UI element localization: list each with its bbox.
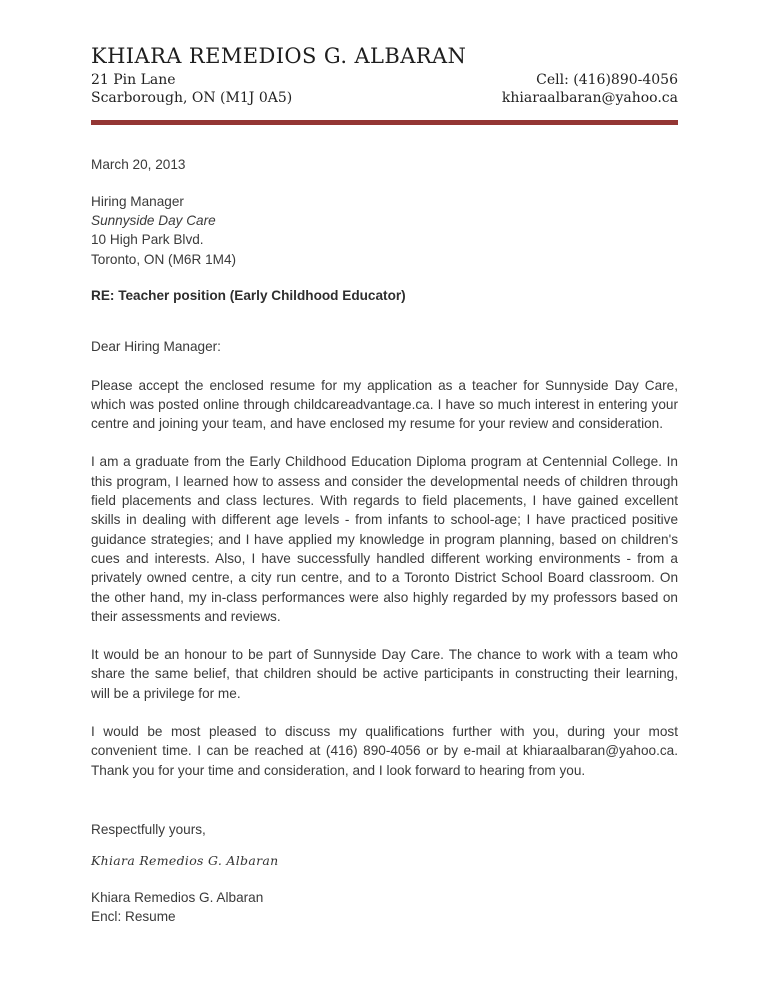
letterhead-name: KHIARA REMEDIOS G. ALBARAN	[91, 44, 467, 68]
contact-address	[91, 71, 292, 107]
recipient-city: Toronto, ON (M6R 1M4)	[91, 251, 237, 267]
contact-phone-email	[502, 71, 678, 107]
address-line-2: Scarborough, ON (M1J 0A5)	[91, 90, 293, 107]
paragraph-4: I would be most pleased to discuss my qualifications further with you, during your most convenient time. I can be reached at (416) 890-4056 or by e-mail at khiaraalbaran@yahoo.ca. Thank you for your time and consideration, and I look forward to hearing from you.	[91, 724, 678, 778]
recipient-street: 10 High Park Blvd.	[91, 232, 204, 248]
paragraph-2: I am a graduate from the Early Childhood Education Diploma program at Centennial College. In this program, I learned how to assess and consider the developmental needs of children through field placements and class lectures. With regards to field placements, I have gained excellent skills in dealing with different age levels - from infants to school-age; I have practiced positive guidance strategies; and I have applied my knowledge in program planning, based on children's cues and interests. Also, I have successfully handled different working environments - from a privately owned centre, a city run centre, and to a Toronto District School Board classroom. On the other hand, my in-class performances were also highly regarded by my professors based on their assessments and reviews.	[91, 454, 678, 624]
address-line-1: 21 Pin Lane	[91, 72, 176, 89]
closing-phrase: Respectfully yours,	[91, 821, 206, 837]
email-address: khiaraalbaran@yahoo.ca	[501, 90, 678, 107]
enclosure-note: Encl: Resume	[91, 909, 176, 925]
salutation: Dear Hiring Manager:	[91, 339, 221, 355]
contact-row	[91, 71, 678, 107]
letterhead	[91, 44, 678, 125]
subject-line: RE: Teacher position (Early Childhood Educator)	[91, 288, 406, 303]
letter-body	[91, 155, 678, 927]
paragraph-3: It would be an honour to be part of Sunnyside Day Care. The chance to work with a team who share the same belief, that children should be active participants in constructing their learning, will be a privilege for me.	[91, 647, 678, 701]
header-divider-rule	[91, 120, 678, 125]
recipient-title: Hiring Manager	[91, 193, 184, 209]
cell-phone: Cell: (416)890-4056	[536, 72, 678, 89]
date-line: March 20, 2013	[91, 156, 186, 172]
handwritten-signature: Khiara Remedios G. Albaran	[91, 853, 279, 869]
recipient-company: Sunnyside Day Care	[91, 213, 216, 229]
paragraph-1: Please accept the enclosed resume for my application as a teacher for Sunnyside Day Care, which was posted online through childcareadvantage.ca. I have so much interest in entering your centre and joining your team, and have enclosed my resume for your review and consideration.	[91, 377, 678, 432]
recipient-block	[91, 192, 678, 269]
typed-name: Khiara Remedios G. Albaran	[91, 889, 264, 905]
